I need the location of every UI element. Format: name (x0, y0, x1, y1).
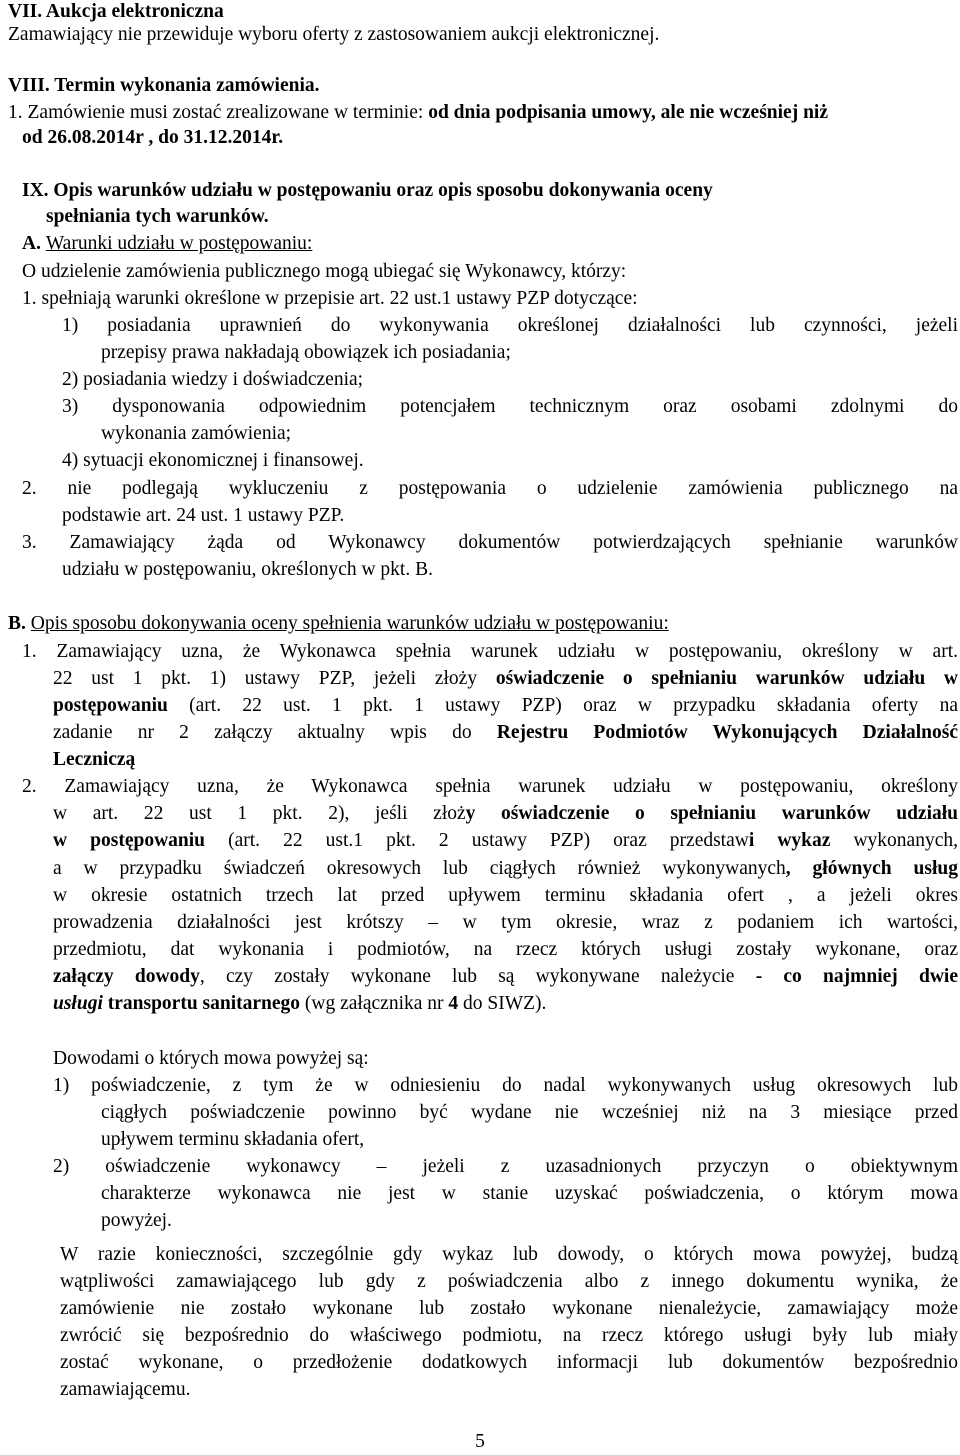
b2-line-4: a w przypadku świadczeń okresowych lub ciągłych również wykonywanych, głównych usług (53, 858, 958, 879)
subsection-a-title: A. Warunki udziału w postępowaniu: (22, 233, 313, 254)
condition-1-3: 3) dysponowania odpowiednim potencjałem technicznym oraz osobami zdolnymi do (62, 396, 958, 417)
condition-1: 1. spełniają warunki określone w przepisie art. 22 ust.1 ustawy PZP dotyczące: (22, 288, 638, 309)
b2-line-9: usługi transportu sanitarnego (wg załącznika nr 4 do SIWZ). (53, 993, 547, 1014)
section-viii-item-1-dates: od 26.08.2014r , do 31.12.2014r. (22, 127, 284, 148)
closing-line-5: zostać wykonane, o przedłożenie dodatkowych informacji lub dokumentów bezpośrednio (60, 1352, 958, 1373)
section-ix-heading: IX. Opis warunków udziału w postępowaniu oraz opis sposobu dokonywania oceny (22, 180, 713, 201)
section-vii-heading: VII. Aukcja elektroniczna (8, 1, 224, 22)
evidence-2-line-1: 2) oświadczenie wykonawcy – jeżeli z uzasadnionych przyczyn o obiektywnym (53, 1156, 958, 1177)
b1-line-3: postępowaniu (art. 22 ust. 1 pkt. 1 ustawy PZP) oraz w przypadku składania oferty na (53, 695, 958, 716)
closing-line-2: wątpliwości zamawiającego lub gdy z poświadczenia albo z innego dokumentu wynika, że (60, 1271, 958, 1292)
b1-line-1: 1. Zamawiający uzna, że Wykonawca spełnia warunek udziału w postępowaniu, określony w art. (22, 641, 958, 662)
condition-3-cont: udziału w postępowaniu, określonych w pkt. B. (62, 559, 433, 580)
condition-1-2: 2) posiadania wiedzy i doświadczenia; (62, 369, 364, 390)
b2-line-7: przedmiotu, dat wykonania i podmiotów, na rzecz których usługi zostały wykonane, oraz (53, 939, 958, 960)
page-number: 5 (475, 1431, 485, 1452)
b2-line-5: w okresie ostatnich trzech lat przed upływem terminu składania ofert , a jeżeli okres (53, 885, 958, 906)
evidence-2-line-3: powyżej. (101, 1210, 172, 1231)
condition-3: 3. Zamawiający żąda od Wykonawcy dokumentów potwierdzających spełnianie warunków (22, 532, 958, 553)
section-viii-item-1: 1. Zamówienie musi zostać zrealizowane w terminie: od dnia podpisania umowy, ale nie wcześniej niż (8, 102, 828, 123)
subsection-b-title: B. Opis sposobu dokonywania oceny spełnienia warunków udziału w postępowaniu: (8, 613, 669, 634)
condition-1-1-cont: przepisy prawa nakładają obowiązek ich posiadania; (101, 342, 511, 363)
closing-line-3: zamówienie nie zostało wykonane lub zostało wykonane nienależycie, zamawiający może (60, 1298, 958, 1319)
b1-line-2: 22 ust 1 pkt. 1) ustawy PZP, jeżeli złoży oświadczenie o spełnianiu warunków udziału w (53, 668, 958, 689)
b2-line-3: w postępowaniu (art. 22 ust.1 pkt. 2 ustawy PZP) oraz przedstawi wykaz wykonanych, (53, 830, 958, 851)
closing-line-1: W razie konieczności, szczególnie gdy wykaz lub dowody, o których mowa powyżej, budzą (60, 1244, 958, 1265)
b1-line-5: Leczniczą (53, 749, 136, 770)
condition-1-3-cont: wykonania zamówienia; (101, 423, 292, 444)
condition-2-cont: podstawie art. 24 ust. 1 ustawy PZP. (62, 505, 345, 526)
section-ix-heading-cont: spełniania tych warunków. (46, 206, 269, 227)
section-viii-heading: VIII. Termin wykonania zamówienia. (8, 75, 320, 96)
b2-line-2: w art. 22 ust 1 pkt. 2), jeśli złoży oświadczenie o spełnianiu warunków udziału (53, 803, 958, 824)
evidence-1-line-2: ciągłych poświadczenie powinno być wydane nie wcześniej niż na 3 miesiące przed (101, 1102, 958, 1123)
condition-1-1: 1) posiadania uprawnień do wykonywania określonej działalności lub czynności, jeżeli (62, 315, 958, 336)
closing-line-6: zamawiającemu. (60, 1379, 191, 1400)
b1-line-4: zadanie nr 2 załączy aktualny wpis do Rejestru Podmiotów Wykonujących Działalność (53, 722, 958, 743)
b2-line-1: 2. Zamawiający uzna, że Wykonawca spełnia warunek udziału w postępowaniu, określony (22, 776, 958, 797)
b2-line-6: prowadzenia działalności jest krótszy – w tym okresie, wraz z podaniem ich wartości, (53, 912, 958, 933)
evidence-2-line-2: charakterze wykonawca nie jest w stanie uzyskać poświadczenia, o którym mowa (101, 1183, 958, 1204)
condition-1-4: 4) sytuacji ekonomicznej i finansowej. (62, 450, 364, 471)
condition-2: 2. nie podlegają wykluczeniu z postępowania o udzielenie zamówienia publicznego na (22, 478, 958, 499)
evidence-1-line-1: 1) poświadczenie, z tym że w odniesieniu do nadal wykonywanych usług okresowych lub (53, 1075, 958, 1096)
evidence-intro: Dowodami o których mowa powyżej są: (53, 1048, 369, 1069)
closing-line-4: zwrócić się bezpośrednio do właściwego podmiotu, na rzecz którego usługi były lub miały (60, 1325, 958, 1346)
section-vii-text: Zamawiający nie przewiduje wyboru oferty z zastosowaniem aukcji elektronicznej. (8, 24, 660, 45)
subsection-a-intro: O udzielenie zamówienia publicznego mogą ubiegać się Wykonawcy, którzy: (22, 261, 627, 282)
b2-line-8: załączy dowody, czy zostały wykonane lub są wykonywane należycie - co najmniej dwie (53, 966, 958, 987)
evidence-1-line-3: upływem terminu składania ofert, (101, 1129, 365, 1150)
